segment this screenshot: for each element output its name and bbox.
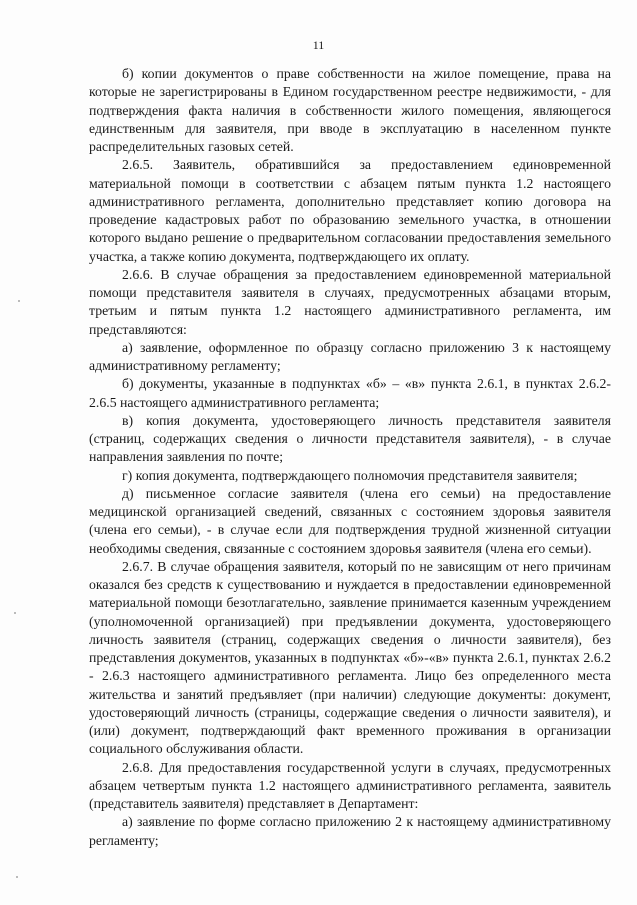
document-body [89, 65, 611, 850]
scan-artifact [16, 876, 18, 878]
paragraph-copies-ownership: б) копии документов о праве собственности на жилое помещение, права на которые не зарегистрированы в Едином государственном реестре недвижимости, - для подтверждения факта наличия в собственности жилого помещения, являющегося единственным для заявителя, при вводе в эксплуатацию в населенном пункте распределительных газовых сетей. [89, 66, 611, 154]
paragraph-2-6-7: 2.6.7. В случае обращения заявителя, который по не зависящим от него причинам оказался без средств к существованию и нуждается в предоставлении единовременной материальной помощи безотлагательно, заявление принимается казенным учреждением (уполномоченной организацией) при предъявлении документа, удостоверяющего личность заявителя (страниц, содержащих сведения о личности заявителя), без представления документов, указанных в подпунктах «б»-«в» пункта 2.6.1, пунктах 2.6.2 - 2.6.3 настоящего административного регламента. Лицо без определенного места жительства и занятий предъявляет (при наличии) следующие документы: документ, удостоверяющий личность (страницы, содержащие сведения о личности заявителя), и (или) документ, подтверждающий факт временного проживания в организации социального обслуживания области. [89, 558, 611, 757]
list-item-g-authority-copy: г) копия документа, подтверждающего полномочия представителя заявителя; [122, 467, 578, 483]
paragraph-2-6-5: 2.6.5. Заявитель, обратившийся за предоставлением единовременной материальной помощи в соответствии с абзацем пятым пункта 1.2 настоящего административного регламента, дополнительно представляет копию договора на проведение кадастровых работ по образованию земельного участка, в отношении которого выдано решение о предварительном согласовании предоставления земельного участка, а также копию документа, подтверждающего их оплату. [89, 157, 611, 264]
list-item-d-written-consent: д) письменное согласие заявителя (члена его семьи) на предоставление медицинской организацией сведений, связанных с состоянием здоровья заявителя (члена его семьи), - в случае если для подтверждения трудной жизненной ситуации необходимы сведения, связанные с состоянием здоровья заявителя (члена его семьи). [89, 485, 611, 556]
list-item-v-identity-copy: в) копия документа, удостоверяющего личность представителя заявителя (страниц, содержащих сведения о личности представителя заявителя), - в случае направления заявления по почте; [89, 412, 611, 465]
paragraph-2-6-8: 2.6.8. Для предоставления государственной услуги в случаях, предусмотренных абзацем четвертым пункта 1.2 настоящего административного регламента, заявитель (представитель заявителя) представляет в Департамент: [89, 759, 611, 811]
scan-artifact [14, 612, 16, 614]
scan-artifact [18, 300, 20, 302]
page-number: 11 [312, 38, 325, 52]
paragraph-2-6-6: 2.6.6. В случае обращения за предоставлением единовременной материальной помощи представителя заявителя в случаях, предусмотренных абзацами вторым, третьим и пятым пункта 1.2 настоящего административного регламента, им представляются: [89, 266, 611, 337]
list-item-a-application: а) заявление, оформленное по образцу согласно приложению 3 к настоящему административному регламенту; [89, 339, 611, 373]
list-item-a-application-form: а) заявление по форме согласно приложению 2 к настоящему административному регламенту; [89, 814, 611, 848]
list-item-b-documents: б) документы, указанные в подпунктах «б» – «в» пункта 2.6.1, в пунктах 2.6.2-2.6.5 настоящего административного регламента; [89, 376, 611, 410]
